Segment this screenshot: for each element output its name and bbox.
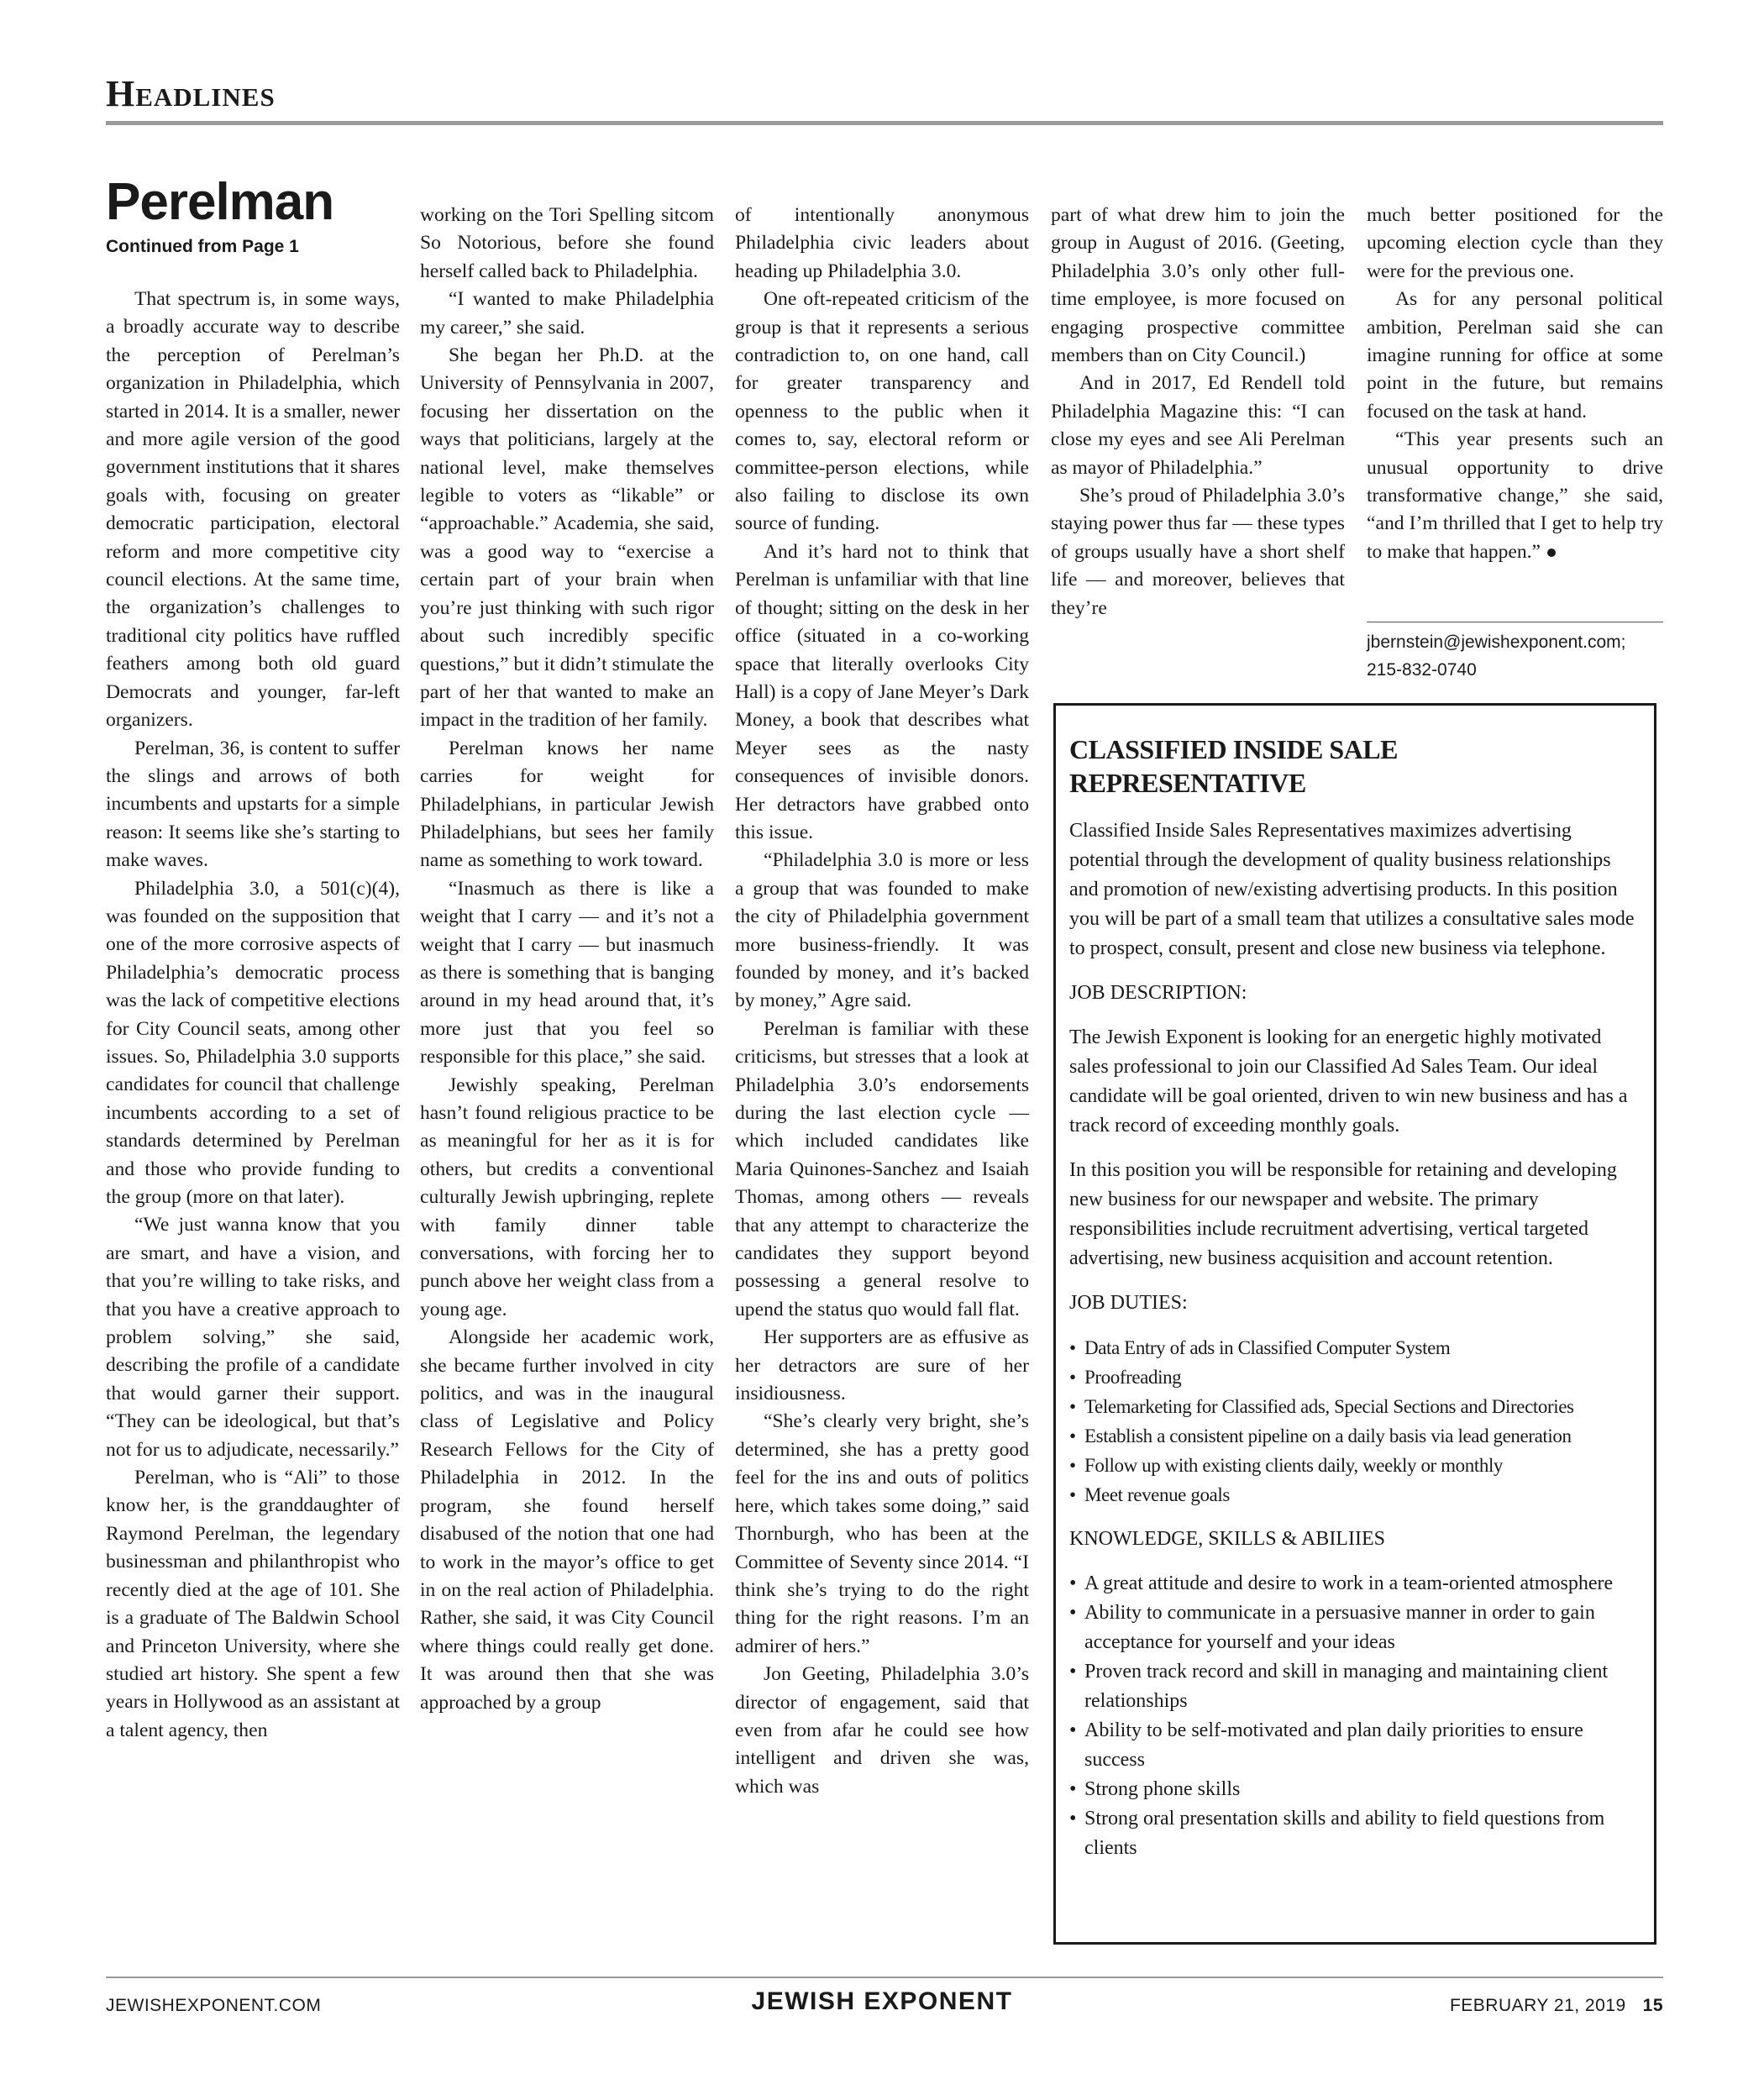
paragraph: Jon Geeting, Philadelphia 3.0’s director of engagement, said that even from afar he could see how intelligent and driven she was, which was: [735, 1663, 1029, 1798]
paragraph: Alongside her academic work, she became further involved in city politics, and was in the inaugural class of Legislative and Policy Research Fellows for the City of Philadelphia in 2012. In the program, she found herself disabused of the notion that one had to work in the mayor’s office to get in on the real action of Philadelphia. Rather, she said, it was City Council where things could really get done. It was around then that she was approached by a group: [420, 1326, 714, 1714]
paragraph-final: [1367, 426, 1663, 566]
list-item: • Strong oral presentation skills and ability to field questions from clients: [1069, 1804, 1641, 1863]
list-item: • Ability to be self-motivated and plan daily priorities to ensure success: [1069, 1716, 1641, 1775]
paragraph: Her supporters are as effusive as her detractors are sure of her insidiousness.: [735, 1326, 1029, 1405]
author-phone: 215-832-0740: [1367, 660, 1477, 680]
paragraph-continued: working on the Tori Spelling sitcom So Notorious, before she found herself called back to Philadelphia.: [420, 204, 714, 282]
article-column-4: [1051, 202, 1345, 622]
paragraph: And in 2017, Ed Rendell told Philadelphia Magazine this: “I can close my eyes and see Ali Perelman as mayor of Philadelphia.”: [1051, 372, 1345, 479]
paragraph: She began her Ph.D. at the University of Pennsylvania in 2007, focusing her dissertation on the ways that politicians, largely at the national level, make themselves legible to voters as “likable” or “approachable.” Academia, she said, was a good way to “exercise a certain part of your brain when you’re just thinking with such rigor about such incredibly specific questions,” but it didn’t stimulate the part of her that wanted to make an impact in the tradition of her family.: [420, 344, 714, 732]
paragraph: She’s proud of Philadelphia 3.0’s staying power thus far — these types of groups usually have a short shelf life — and moreover, believes that they’re: [1051, 485, 1345, 619]
skills-list: [1069, 1569, 1641, 1863]
skills-label: KNOWLEDGE, SKILLS & ABILIIES: [1069, 1528, 1385, 1550]
section-heading: Headlines: [106, 73, 276, 114]
job-duties-list: [1069, 1333, 1641, 1509]
job-description-label: JOB DESCRIPTION:: [1069, 982, 1247, 1004]
list-item: • Proven track record and skill in managing and maintaining client relationships: [1069, 1657, 1641, 1716]
list-item: • Meet revenue goals: [1069, 1480, 1641, 1509]
section-rule: [106, 121, 1663, 125]
paragraph: Perelman, 36, is content to suffer the slings and arrows of both incumbents and upstarts for a simple reason: It seems like she’s starting to make waves.: [106, 737, 400, 872]
list-item: • A great attitude and desire to work in a team-oriented atmosphere: [1069, 1569, 1641, 1599]
list-item: • Strong phone skills: [1069, 1775, 1641, 1804]
list-item: • Ability to communicate in a persuasive manner in order to gain acceptance for yourself and your ideas: [1069, 1599, 1641, 1657]
article-headline: Perelman: [106, 173, 334, 231]
paragraph: “Inasmuch as there is like a weight that I carry — and it’s not a weight that I carry — but inasmuch as there is something that is banging around in my head around that, it’s more just that you feel so responsible for this place,” she said.: [420, 877, 714, 1068]
paragraph: Perelman, who is “Ali” to those know her, is the granddaughter of Raymond Perelman, the legendary businessman and philanthropist who recently died at the age of 101. She is a graduate of The Baldwin School and Princeton University, where she studied art history. She spent a few years in Hollywood as an assistant at a talent agency, then: [106, 1467, 400, 1741]
page-number: 15: [1642, 1996, 1663, 2015]
end-of-story-bullet-icon: [1547, 549, 1556, 557]
paragraph-continued: much better positioned for the upcoming election cycle than they were for the previous one.: [1367, 204, 1663, 282]
paragraph: One oft-repeated criticism of the group is that it represents a serious contradiction to, on one hand, call for greater transparency and openness to the public when it comes to, say, electoral reform or committee-person elections, while also failing to disclose its own source of funding.: [735, 288, 1029, 535]
paragraph: Philadelphia 3.0, a 501(c)(4), was founded on the supposition that one of the more corrosive aspects of Philadelphia’s democratic process was the lack of competitive elections for City Council seats, among other issues. So, Philadelphia 3.0 supports candidates for council that challenge incumbents according to a set of standards determined by Perelman and those who provide funding to the group (more on that later).: [106, 877, 400, 1208]
ad-intro: Classified Inside Sales Representatives maximizes advertising potential through the development of quality business relationships and promotion of new/existing advertising products. In this position you will be part of a small team that utilizes a consultative sales mode to prospect, consult, present and close new business via telephone.: [1069, 820, 1635, 959]
footer-date-page: [1450, 1996, 1663, 2016]
list-item: • Follow up with existing clients daily, weekly or monthly: [1069, 1451, 1641, 1480]
paragraph-continued: of intentionally anonymous Philadelphia civic leaders about heading up Philadelphia 3.0.: [735, 204, 1029, 282]
paragraph: Perelman is familiar with these criticisms, but stresses that a look at Philadelphia 3.0’s endorsements during the last election cycle — which included candidates like Maria Quinones-Sanchez and Isaiah Thomas, among others — reveals that any attempt to characterize the candidates they support beyond possessing a general resolve to upend the status quo would fall flat.: [735, 1017, 1029, 1320]
paragraph: “I wanted to make Philadelphia my career,” she said.: [420, 288, 714, 339]
footer-rule: [106, 1977, 1663, 1978]
author-contact: [1367, 628, 1663, 684]
footer-date: FEBRUARY 21, 2019: [1449, 1996, 1626, 2015]
paragraph: Jewishly speaking, Perelman hasn’t found religious practice to be as meaningful for her as it is for others, but credits a conventional culturally Jewish upbringing, replete with family dinner table conversations, with forcing her to punch above her weight class from a young age.: [420, 1074, 714, 1320]
list-item: • Proofreading: [1069, 1362, 1641, 1392]
job-description-text: The Jewish Exponent is looking for an energetic highly motivated sales professional to join our Classified Ad Sales Team. Our ideal candidate will be goal oriented, driven to win new business and has a track record of exceeding monthly goals.: [1069, 1026, 1628, 1137]
paragraph-continued: part of what drew him to join the group in August of 2016. (Geeting, Philadelphia 3.0’s only other full-time employee, is more focused on engaging prospective committee members than on City Council.): [1051, 204, 1345, 367]
list-item: • Establish a consistent pipeline on a daily basis via lead generation: [1069, 1421, 1641, 1451]
paragraph: “She’s clearly very bright, she’s determined, she has a pretty good feel for the ins and outs of politics here, which takes some doing,” said Thornburgh, who has been at the Committee of Seventy since 2014. “I think she’s trying to do the right thing for the right reasons. I’m an admirer of hers.”: [735, 1410, 1029, 1657]
final-paragraph-text: “This year presents such an unusual opportunity to drive transformative change,” she said, “and I’m thrilled that I get to help try to make that happen.”: [1367, 428, 1663, 563]
list-item: • Data Entry of ads in Classified Computer System: [1069, 1333, 1641, 1362]
article-column-3: [735, 202, 1029, 1801]
paragraph: As for any personal political ambition, Perelman said she can imagine running for office at some point in the future, but remains focused on the task at hand.: [1367, 288, 1663, 423]
paragraph: And it’s hard not to think that Perelman is unfamiliar with that line of thought; sitting on the desk in her office (situated in a co-working space that literally overlooks City Hall) is a copy of Jane Meyer’s Dark Money, a book that describes what Meyer sees as the nasty consequences of invisible donors. Her detractors have grabbed onto this issue.: [735, 540, 1029, 843]
jump-line: Continued from Page 1: [106, 237, 299, 256]
paragraph: “We just wanna know that you are smart, and have a vision, and that you’re willing to take risks, and that you have a creative approach to problem solving,” she said, describing the profile of a candidate that would garner their support. “They can be ideological, but that’s not for us to adjudicate, necessarily.”: [106, 1214, 400, 1461]
paragraph: Perelman knows her name carries for weight for Philadelphians, in particular Jewish Philadelphians, but sees her family name as something to work toward.: [420, 737, 714, 872]
footer-website: JEWISHEXPONENT.COM: [106, 1996, 322, 2015]
job-duties-label: JOB DUTIES:: [1069, 1292, 1188, 1314]
ad-title: CLASSIFIED INSIDE SALE REPRESENTATIVE: [1069, 734, 1398, 798]
footer-publication-name: JEWISH EXPONENT: [751, 1987, 1013, 2015]
author-email: jbernstein@jewishexponent.com;: [1367, 633, 1626, 652]
list-item: • Telemarketing for Classified ads, Special Sections and Directories: [1069, 1392, 1641, 1421]
article-column-5: [1367, 202, 1663, 566]
classified-job-ad: [1053, 703, 1656, 1945]
paragraph: That spectrum is, in some ways, a broadly accurate way to describe the perception of Perelman’s organization in Philadelphia, which started in 2014. It is a smaller, newer and more agile version of the good government institutions that it shares goals with, focusing on greater democratic participation, electoral reform and more competitive city council elections. At the same time, the organization’s challenges to traditional city politics have ruffled feathers among both old guard Democrats and younger, far-left organizers.: [106, 288, 400, 732]
article-column-1: [106, 286, 400, 1745]
job-description-text: In this position you will be responsible for retaining and developing new business for our newspaper and website. The primary responsibilities include recruitment advertising, vertical targeted advertising, new business acquisition and account retention.: [1069, 1159, 1617, 1269]
article-column-2: [420, 202, 714, 1717]
paragraph: “Philadelphia 3.0 is more or less a group that was founded to make the city of Philadelphia government more business-friendly. It was founded by money, and it’s backed by money,” Agre said.: [735, 849, 1029, 1012]
